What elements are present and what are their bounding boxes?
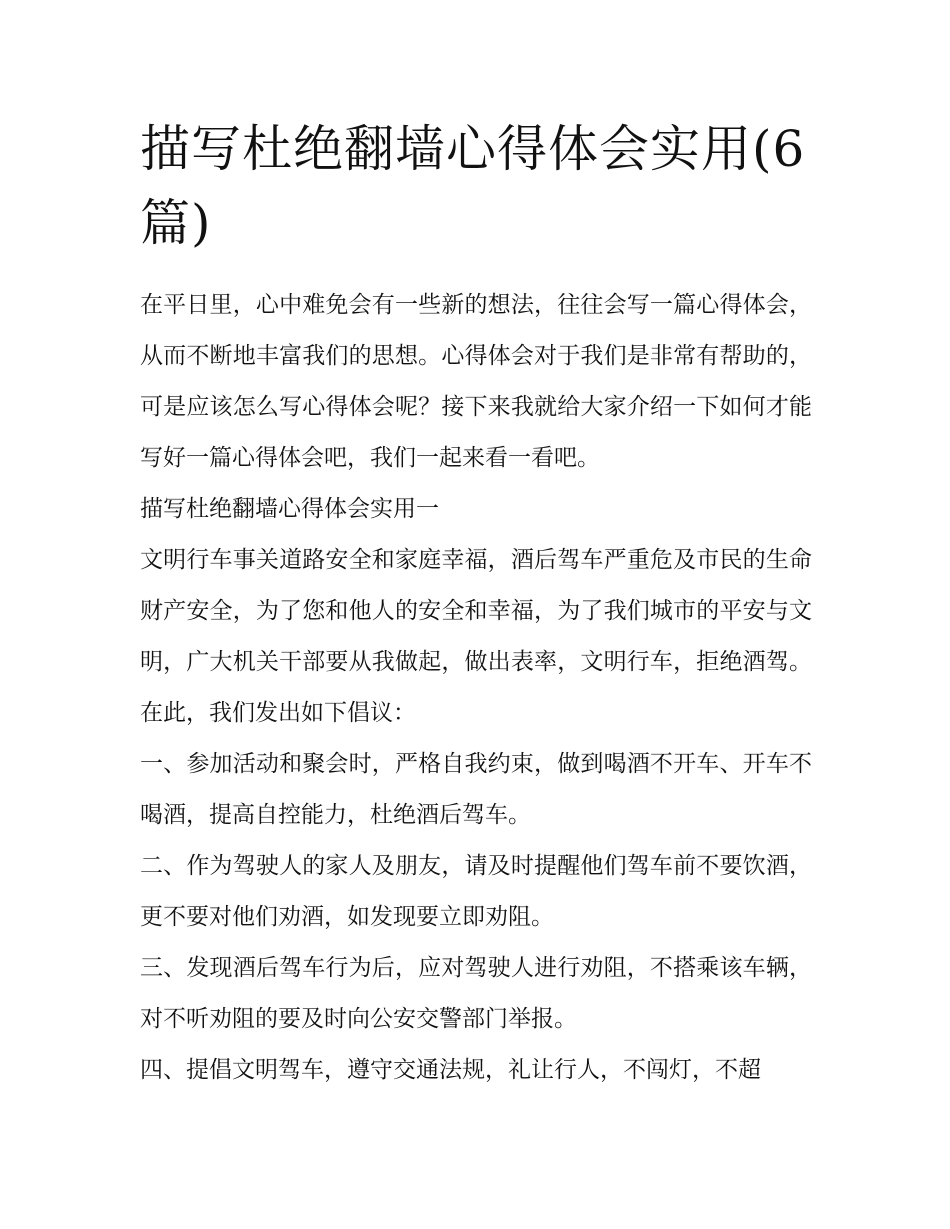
document-body [140, 280, 812, 1096]
document-title: 描写杜绝翻墙心得体会实用(6篇) [140, 120, 806, 252]
list-item-3: 三、发现酒后驾车行为后，应对驾驶人进行劝阻，不搭乘该车辆，对不听劝阻的要及时向公安交警部门举报。 [140, 955, 812, 1032]
list-item-1: 一、参加活动和聚会时，严格自我约束，做到喝酒不开车、开车不喝酒，提高自控能力，杜绝酒后驾车。 [140, 751, 812, 828]
list-item-2: 二、作为驾驶人的家人及朋友，请及时提醒他们驾车前不要饮酒，更不要对他们劝酒，如发现要立即劝阻。 [140, 853, 812, 930]
list-item-4: 四、提倡文明驾车，遵守交通法规，礼让行人，不闯灯，不超 [140, 1057, 761, 1083]
intro-paragraph: 在平日里，心中难免会有一些新的想法，往往会写一篇心得体会，从而不断地丰富我们的思想。心得体会对于我们是非常有帮助的，可是应该怎么写心得体会呢？接下来我就给大家介绍一下如何才能写好一篇心得体会吧，我们一起来看一看吧。 [140, 292, 812, 471]
section-heading: 描写杜绝翻墙心得体会实用一 [140, 496, 439, 522]
body-paragraph: 文明行车事关道路安全和家庭幸福，酒后驾车严重危及市民的生命财产安全，为了您和他人的安全和幸福，为了我们城市的平安与文明，广大机关干部要从我做起，做出表率，文明行车，拒绝酒驾。在此，我们发出如下倡议： [140, 547, 812, 726]
